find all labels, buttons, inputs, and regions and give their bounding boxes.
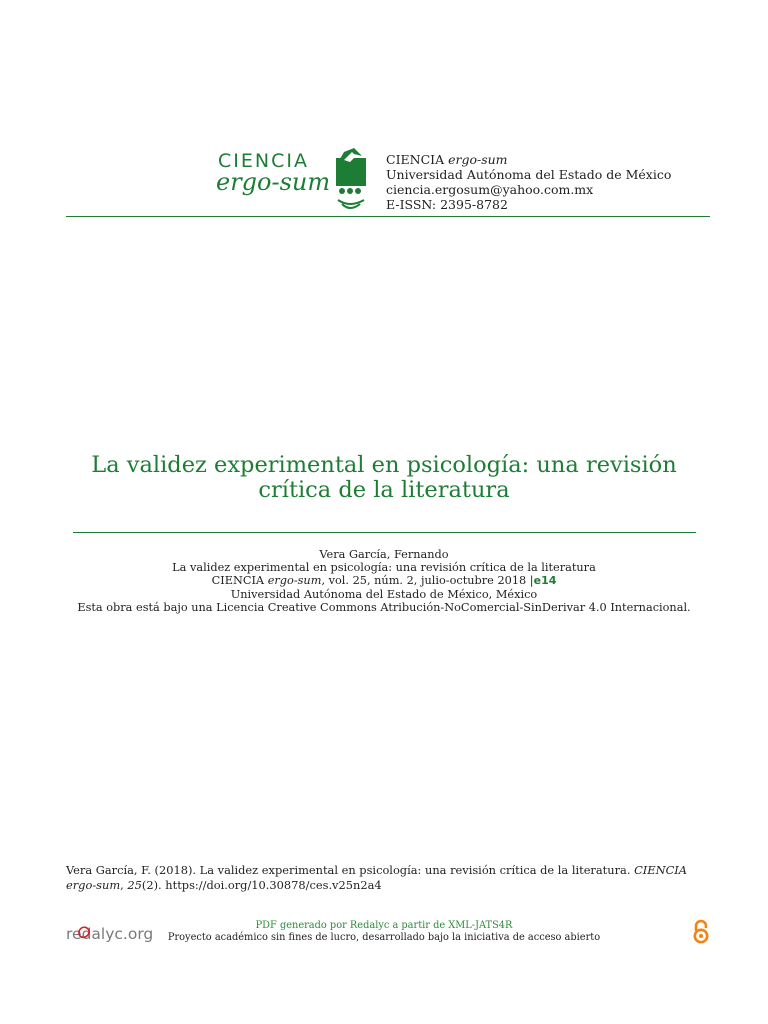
journal-logo [214,144,374,214]
citation-journal-line: CIENCIA ergo-sum, vol. 25, núm. 2, julio-octubre 2018 |e14 [211,574,557,588]
logo-ciencia-text: CIENCIA [218,150,309,172]
journal-email[interactable]: ciencia.ergosum@yahoo.com.mx [386,182,594,197]
article-title: La validez experimental en psicología: una revisión crítica de la literatura [91,452,677,503]
citation-institution: Universidad Autónoma del Estado de México, México [230,587,538,601]
footer-text [160,920,608,945]
logo-emblem-icon [334,144,374,214]
redalyc-logo[interactable] [66,920,158,946]
footer-citation: Vera García, F. (2018). La validez experimental en psicología: una revisión crítica de la literatura. CIENCIA ergo-sum, 25(2). https://doi.org/10.30878/ces.v25n2a4 [66,863,688,892]
citation-title: La validez experimental en psicología: una revisión crítica de la literatura [172,561,596,575]
svg-text:redalyc.org: redalyc.org [66,925,154,943]
journal-name: CIENCIA ergo-sum [386,152,508,167]
doi-link[interactable]: (2). https://doi.org/10.30878/ces.v25n2a4 [141,877,382,892]
header-divider [66,216,710,217]
journal-info [386,152,671,212]
article-id: e14 [533,574,557,588]
project-text: Proyecto académico sin fines de lucro, desarrollado bajo la iniciativa de acceso abierto [167,932,601,944]
citation-block [40,548,728,614]
open-access-icon [690,918,712,944]
author-name: Vera García, Fernando [319,548,449,561]
logo-ergo-sum-text: ergo-sum [216,168,331,196]
generated-by-text: PDF generado por Redalyc a partir de XML-JATS4R [255,920,513,931]
title-divider [73,532,696,533]
redalyc-logo-icon [66,920,158,946]
journal-eissn: E-ISSN: 2395-8782 [386,197,508,212]
university-name: Universidad Autónoma del Estado de México [386,167,672,182]
license-text[interactable]: Esta obra está bajo una Licencia Creative Commons Atribución-NoComercial-SinDerivar 4.0 Internacional. [77,600,691,614]
